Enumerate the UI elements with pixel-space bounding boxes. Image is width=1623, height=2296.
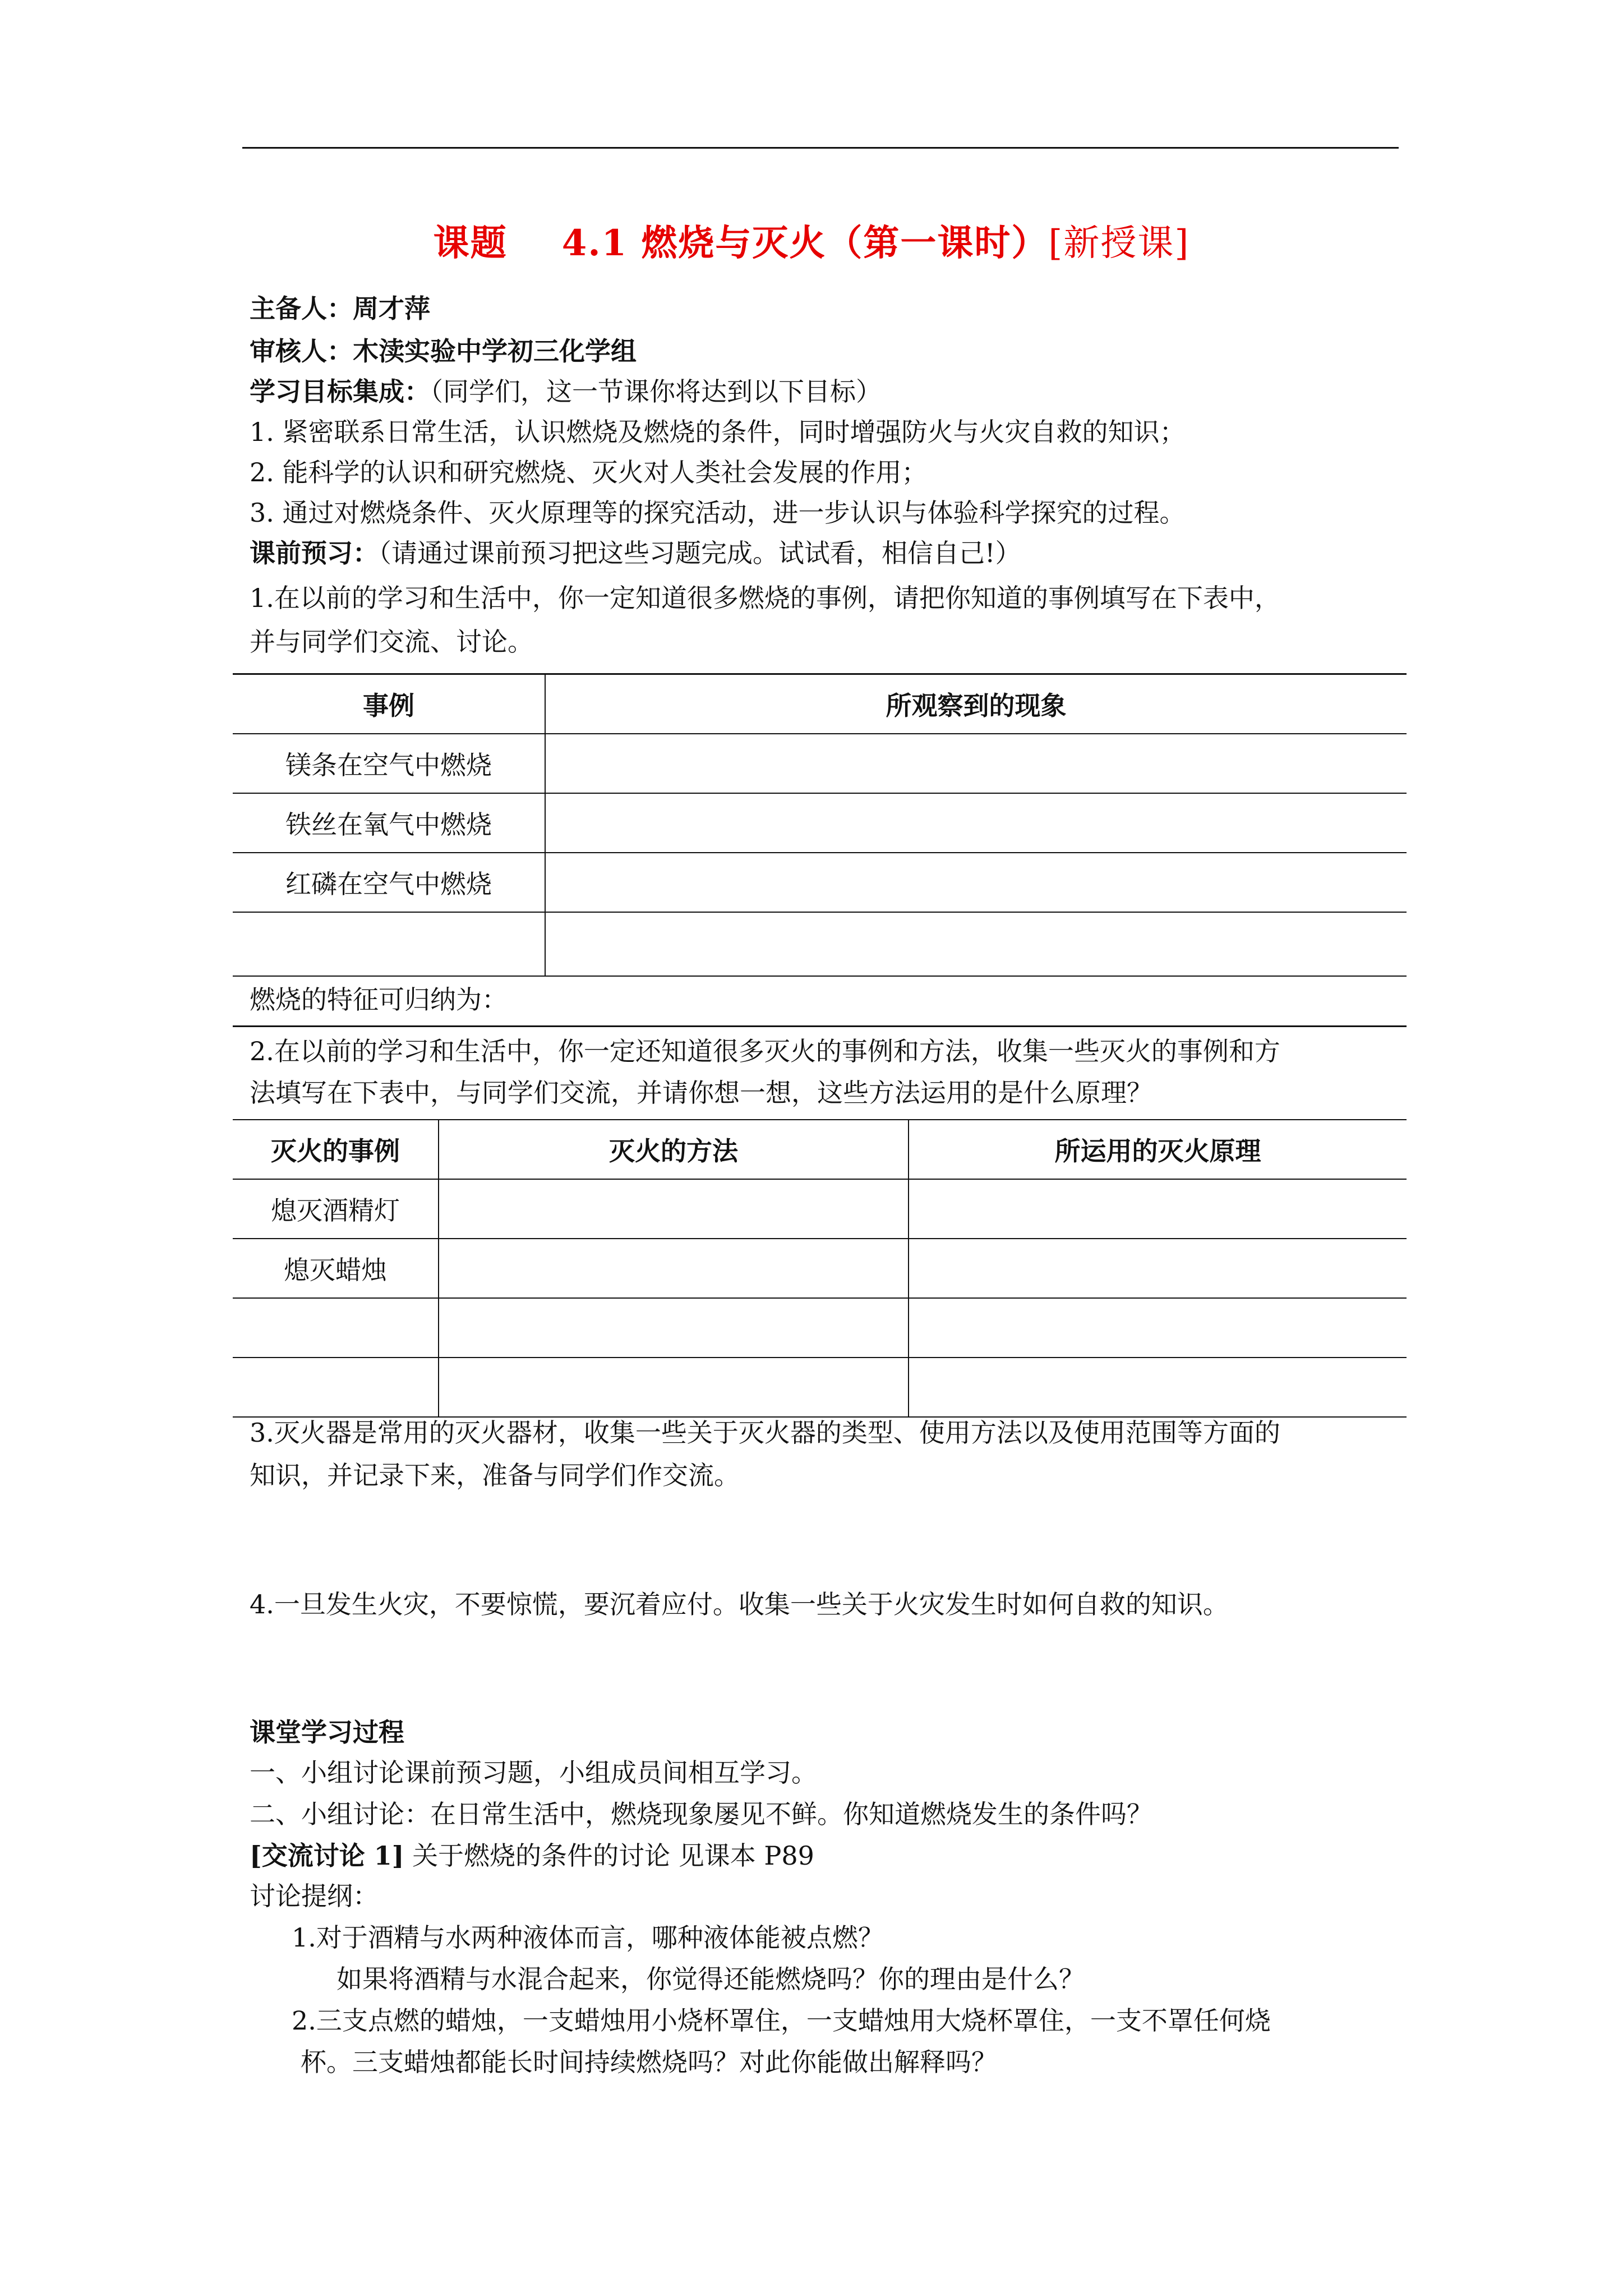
column-header: 灭火的事例 <box>233 1120 439 1179</box>
discussion-line <box>250 1839 814 1872</box>
blank-answer-cell[interactable] <box>439 1298 909 1358</box>
column-header: 事例 <box>233 674 545 734</box>
title-suffix: [新授课] <box>1048 223 1190 264</box>
title-main: 燃烧与灭火（第一课时） <box>641 222 1049 264</box>
header-rule <box>242 147 1399 149</box>
goals-note: （同学们，这一节课你将达到以下目标） <box>430 376 882 407</box>
title-number: 4.1 <box>561 222 628 264</box>
blank-answer-cell[interactable] <box>545 793 1407 853</box>
reviewer-line: 审核人：木渎实验中学初三化学组 <box>250 336 637 366</box>
table-row <box>233 734 1407 793</box>
goals-heading-line <box>250 375 882 408</box>
page-title <box>0 214 1623 266</box>
table-cell: 红磷在空气中燃烧 <box>233 853 545 912</box>
process-heading: 课堂学习过程 <box>250 1717 404 1747</box>
blank-answer-cell[interactable] <box>545 912 1407 976</box>
blank-answer-cell[interactable] <box>909 1358 1407 1417</box>
goals-heading: 学习目标集成： <box>250 376 430 407</box>
table-cell[interactable] <box>233 1358 439 1417</box>
column-header: 灭火的方法 <box>439 1120 909 1179</box>
outline-item: 2.三支点燃的蜡烛，一支蜡烛用小烧杯罩住，一支蜡烛用大烧杯罩住，一支不罩任何烧 <box>292 2005 1271 2036</box>
process-step: 二、小组讨论：在日常生活中，燃烧现象屡见不鲜。你知道燃烧发生的条件吗？ <box>250 1799 1152 1829</box>
table-row <box>233 853 1407 912</box>
fire-extinguishing-table <box>233 1119 1407 1418</box>
table-cell: 熄灭酒精灯 <box>233 1179 439 1239</box>
process-step: 一、小组讨论课前预习题，小组成员间相互学习。 <box>250 1757 817 1788</box>
table-row <box>233 793 1407 853</box>
goal-item: 3. 通过对燃烧条件、灭火原理等的探究活动，进一步认识与体验科学探究的过程。 <box>250 498 1186 528</box>
table-header-row <box>233 1120 1407 1179</box>
table-row <box>233 1239 1407 1298</box>
preview-heading-line <box>250 536 1021 570</box>
blank-answer-cell[interactable] <box>439 1239 909 1298</box>
table-cell: 熄灭蜡烛 <box>233 1239 439 1298</box>
preview-note: （请通过课前预习把这些习题完成。试试看，相信自己!） <box>379 538 1021 568</box>
question-1-line: 并与同学们交流、讨论。 <box>250 627 533 657</box>
table-header-row <box>233 674 1407 734</box>
question-4-line: 4.一旦发生火灾，不要惊慌，要沉着应付。收集一些关于火灾发生时如何自救的知识。 <box>250 1589 1229 1619</box>
preview-heading: 课前预习： <box>250 538 379 568</box>
outline-item: 如果将酒精与水混合起来，你觉得还能燃烧吗？你的理由是什么？ <box>336 1964 1085 1994</box>
goal-item: 2. 能科学的认识和研究燃烧、灭火对人类社会发展的作用； <box>250 457 928 487</box>
table-row <box>233 912 1407 976</box>
outline-item: 杯。三支蜡烛都能长时间持续燃烧吗？对此你能做出解释吗？ <box>301 2047 997 2077</box>
discussion-tag: [交流讨论 1] <box>250 1841 404 1871</box>
section-rule <box>233 1025 1407 1027</box>
feature-line: 燃烧的特征可归纳为： <box>250 984 508 1015</box>
title-prefix: 课题 <box>433 222 508 264</box>
discussion-text: 关于燃烧的条件的讨论 见课本 P89 <box>404 1841 814 1871</box>
blank-answer-cell[interactable] <box>909 1179 1407 1239</box>
table-cell: 铁丝在氧气中燃烧 <box>233 793 545 853</box>
preparer-line: 主备人：周才萍 <box>250 293 430 324</box>
outline-heading: 讨论提纲： <box>250 1881 379 1911</box>
blank-answer-cell[interactable] <box>909 1298 1407 1358</box>
blank-answer-cell[interactable] <box>545 734 1407 793</box>
blank-answer-cell[interactable] <box>909 1239 1407 1298</box>
question-3-line: 知识，并记录下来，准备与同学们作交流。 <box>250 1460 740 1490</box>
question-1-line: 1.在以前的学习和生活中，你一定知道很多燃烧的事例，请把你知道的事例填写在下表中， <box>250 583 1280 613</box>
table-cell: 镁条在空气中燃烧 <box>233 734 545 793</box>
table-row <box>233 1179 1407 1239</box>
table-row <box>233 1358 1407 1417</box>
question-2-line: 2.在以前的学习和生活中，你一定还知道很多灭火的事例和方法，收集一些灭火的事例和方 <box>250 1036 1280 1066</box>
blank-answer-cell[interactable] <box>439 1358 909 1417</box>
question-3-line: 3.灭火器是常用的灭火器材，收集一些关于灭火器的类型、使用方法以及使用范围等方面的 <box>250 1418 1280 1448</box>
table-cell[interactable] <box>233 912 545 976</box>
combustion-examples-table <box>233 673 1407 977</box>
blank-answer-cell[interactable] <box>439 1179 909 1239</box>
table-cell[interactable] <box>233 1298 439 1358</box>
table-row <box>233 1298 1407 1358</box>
column-header: 所运用的灭火原理 <box>909 1120 1407 1179</box>
question-2-line: 法填写在下表中，与同学们交流，并请你想一想，这些方法运用的是什么原理？ <box>250 1078 1152 1108</box>
goal-item: 1. 紧密联系日常生活，认识燃烧及燃烧的条件，同时增强防火与火灾自救的知识； <box>250 417 1186 447</box>
column-header: 所观察到的现象 <box>545 674 1407 734</box>
blank-answer-cell[interactable] <box>545 853 1407 912</box>
outline-item: 1.对于酒精与水两种液体而言，哪种液体能被点燃？ <box>292 1922 884 1953</box>
